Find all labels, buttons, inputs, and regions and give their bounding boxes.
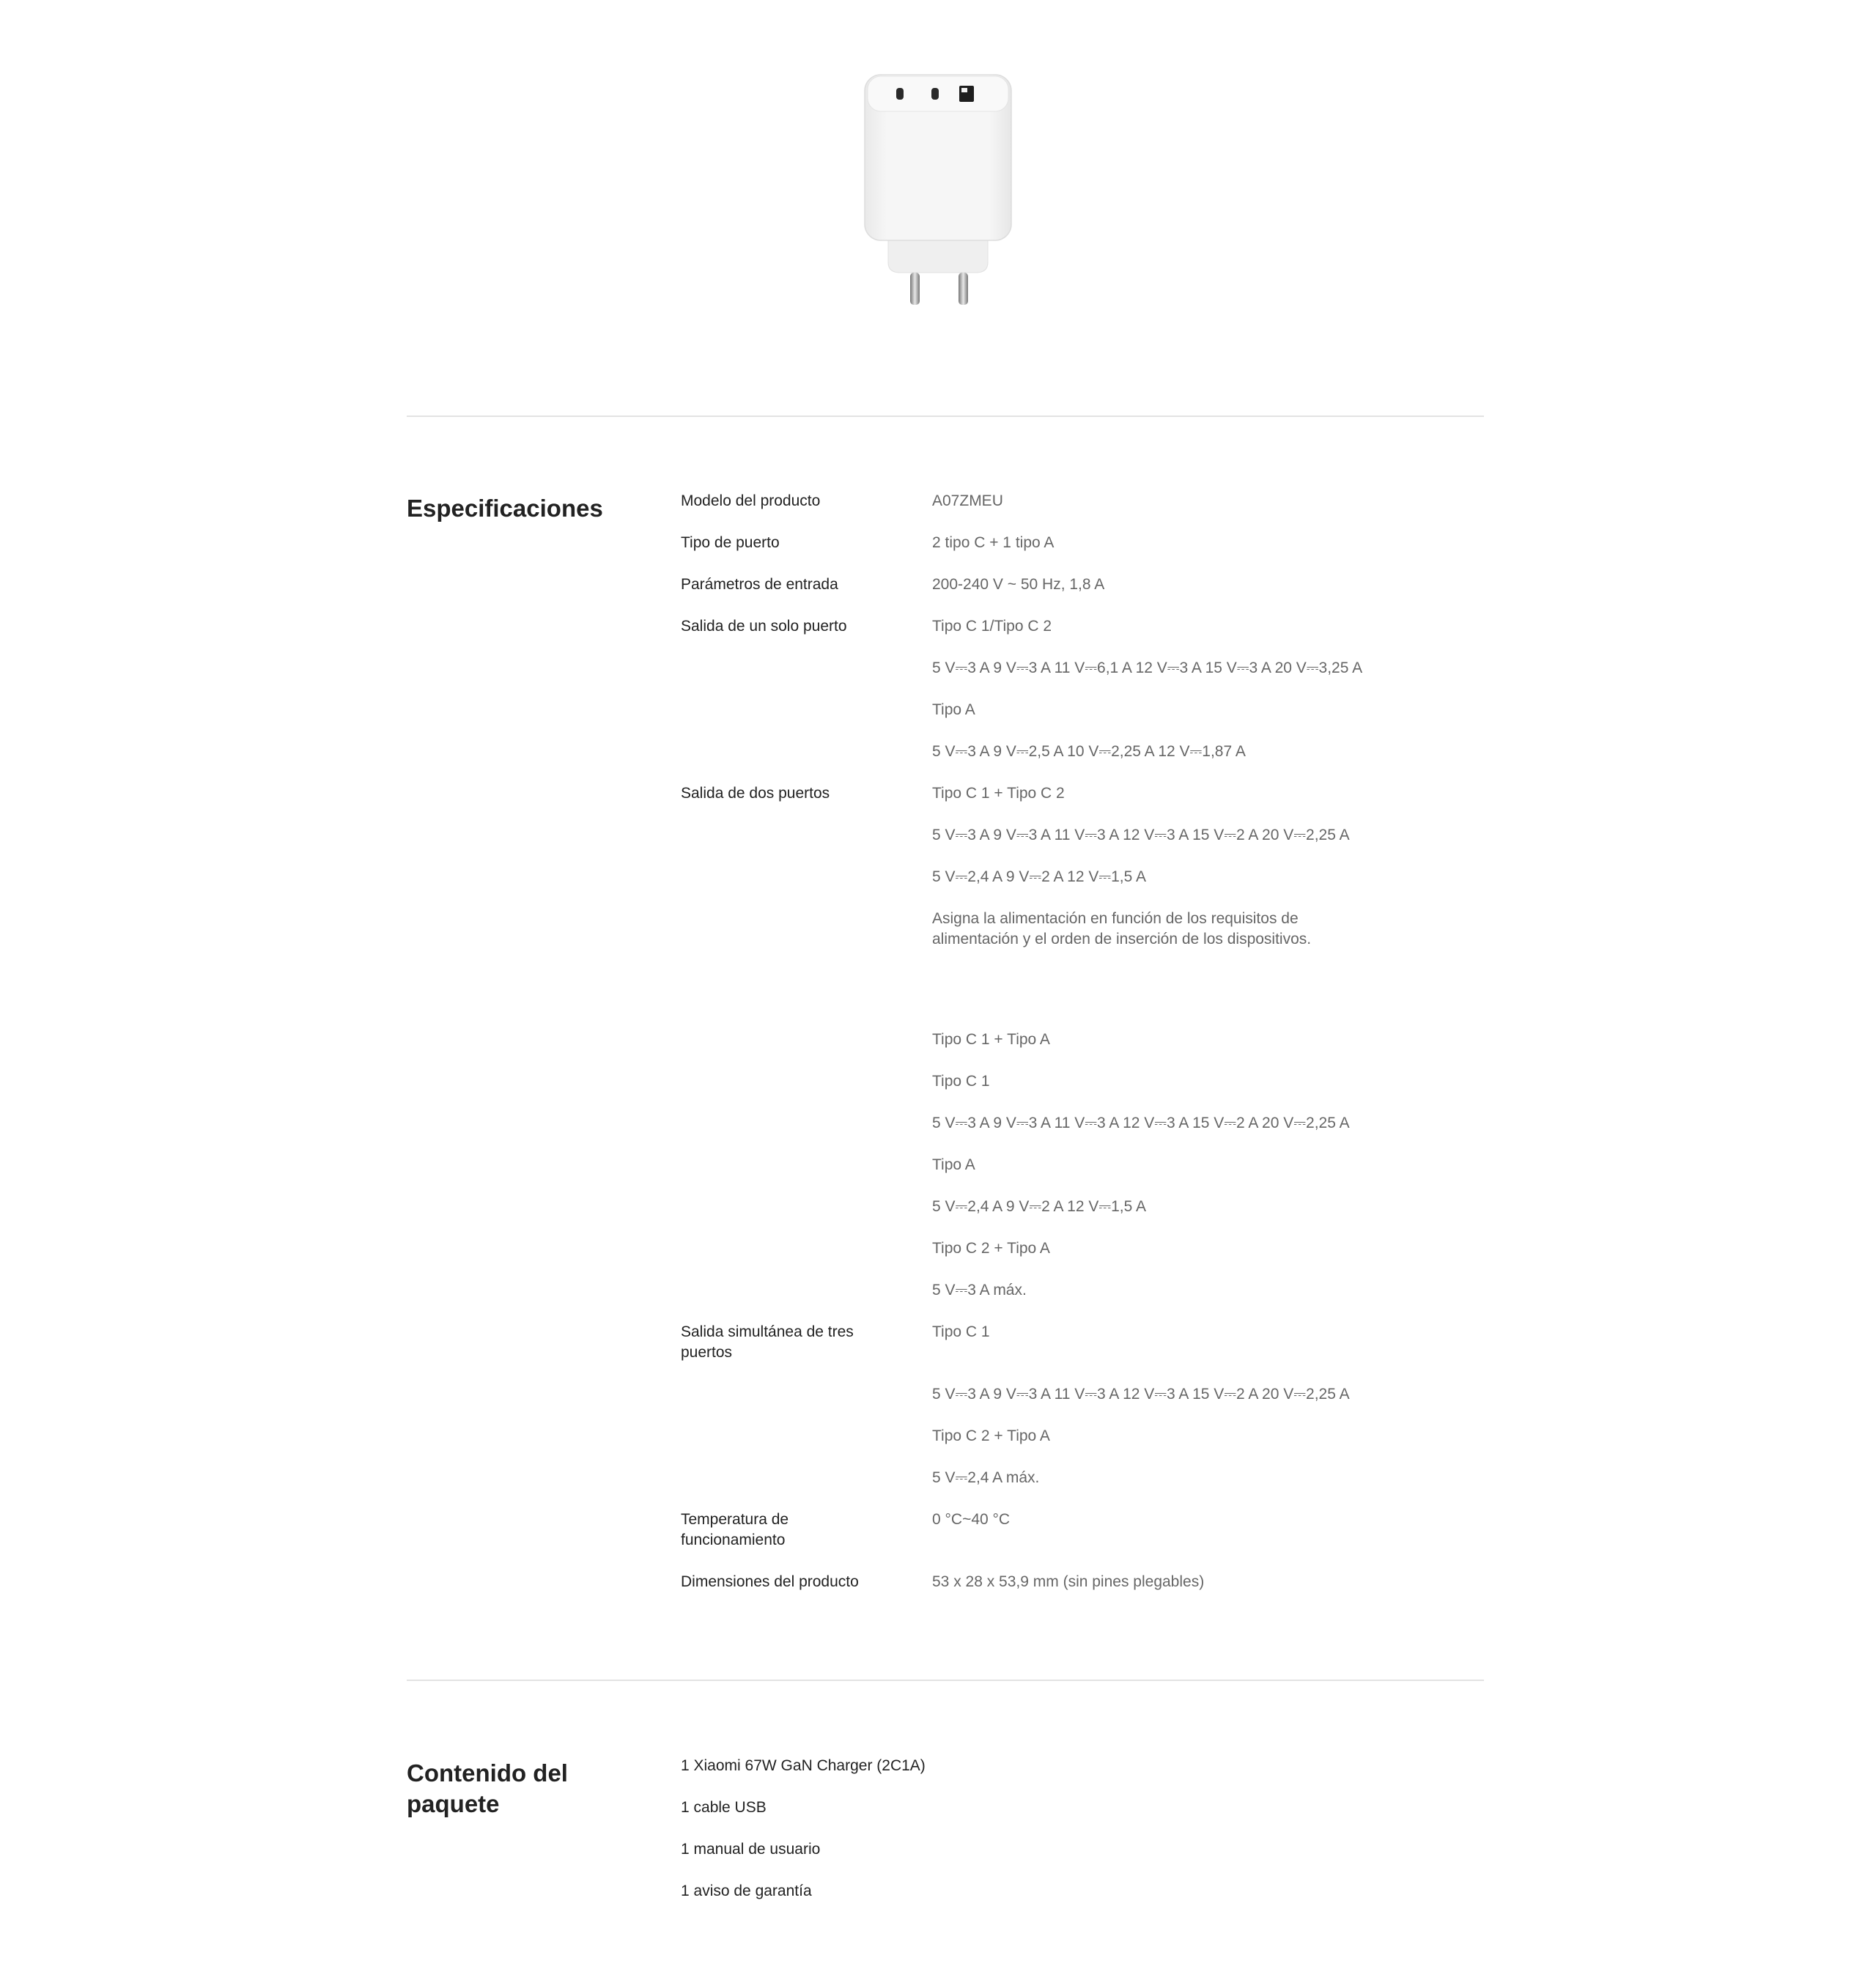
spec-value: 5 V⎓3 A 9 V⎓2,5 A 10 V⎓2,25 A 12 V⎓1,87 A [932, 743, 1246, 760]
spec-row-model [681, 491, 1484, 533]
spec-value: 200-240 V ~ 50 Hz, 1,8 A [932, 576, 1105, 593]
spec-label: Temperatura de funcionamiento [681, 1511, 789, 1548]
list-item: 1 aviso de garantía [681, 1883, 812, 1899]
spec-value: 5 V⎓2,4 A 9 V⎓2 A 12 V⎓1,5 A [932, 868, 1146, 885]
list-item: 1 Xiaomi 67W GaN Charger (2C1A) [681, 1757, 926, 1774]
spec-value: 5 V⎓3 A 9 V⎓3 A 11 V⎓3 A 12 V⎓3 A 15 V⎓2 A 20 V⎓2,25 A [932, 1115, 1350, 1131]
specs-table [681, 491, 1484, 1614]
spec-value: Tipo C 1 [932, 1323, 990, 1340]
spec-value: 5 V⎓3 A máx. [932, 1282, 1027, 1298]
spec-label: Parámetros de entrada [681, 576, 838, 593]
spec-value-note: Asigna la alimentación en función de los requisitos de alimentación y el orden de inserción de los dispositivos. [932, 910, 1312, 947]
spec-label: Modelo del producto [681, 492, 821, 509]
spec-value: 5 V⎓3 A 9 V⎓3 A 11 V⎓3 A 12 V⎓3 A 15 V⎓2 A 20 V⎓2,25 A [932, 827, 1350, 843]
spec-label: Salida de dos puertos [681, 785, 830, 802]
spec-row-dimensions [681, 1572, 1484, 1614]
spec-row-single-port-output [681, 616, 1484, 783]
spec-value: Tipo C 1 + Tipo A [932, 1031, 1050, 1048]
spec-row-three-port-output [681, 1322, 1484, 1510]
specs-section-title: Especificaciones [407, 495, 603, 522]
spec-value: Tipo C 1/Tipo C 2 [932, 618, 1052, 635]
spec-value: A07ZMEU [932, 492, 1003, 509]
package-section-title: Contenido del paquete [407, 1759, 568, 1817]
spec-value: 2 tipo C + 1 tipo A [932, 534, 1055, 551]
spec-row-port-type [681, 533, 1484, 575]
spec-value: 5 V⎓2,4 A máx. [932, 1469, 1040, 1486]
spec-value: Tipo C 2 + Tipo A [932, 1427, 1050, 1444]
spec-value: Tipo A [932, 701, 975, 718]
spec-row-operating-temperature [681, 1510, 1484, 1572]
list-item: 1 manual de usuario [681, 1841, 821, 1858]
spec-value: 53 x 28 x 53,9 mm (sin pines plegables) [932, 1573, 1205, 1590]
spec-value: Tipo A [932, 1156, 975, 1173]
section-divider-bottom [407, 1680, 1484, 1681]
spec-value: Tipo C 2 + Tipo A [932, 1240, 1050, 1257]
spec-label: Salida de un solo puerto [681, 618, 847, 635]
package-contents-list [681, 1756, 926, 1923]
spec-value: Tipo C 1 [932, 1073, 990, 1090]
spec-label: Dimensiones del producto [681, 1573, 859, 1590]
spec-label: Tipo de puerto [681, 534, 780, 551]
spec-value: 0 °C~40 °C [932, 1511, 1011, 1528]
section-divider-top [407, 415, 1484, 417]
spec-value: Tipo C 1 + Tipo C 2 [932, 785, 1065, 802]
spec-value: 5 V⎓3 A 9 V⎓3 A 11 V⎓3 A 12 V⎓3 A 15 V⎓2 A 20 V⎓2,25 A [932, 1386, 1350, 1403]
list-item: 1 cable USB [681, 1799, 767, 1816]
spec-value: 5 V⎓3 A 9 V⎓3 A 11 V⎓6,1 A 12 V⎓3 A 15 V⎓3 A 20 V⎓3,25 A [932, 660, 1363, 676]
charger-product-image [850, 66, 1026, 322]
spec-row-input [681, 575, 1484, 616]
spec-label: Salida simultánea de tres puertos [681, 1323, 854, 1361]
spec-value: 5 V⎓2,4 A 9 V⎓2 A 12 V⎓1,5 A [932, 1198, 1146, 1215]
spec-row-dual-port-output [681, 783, 1484, 1322]
